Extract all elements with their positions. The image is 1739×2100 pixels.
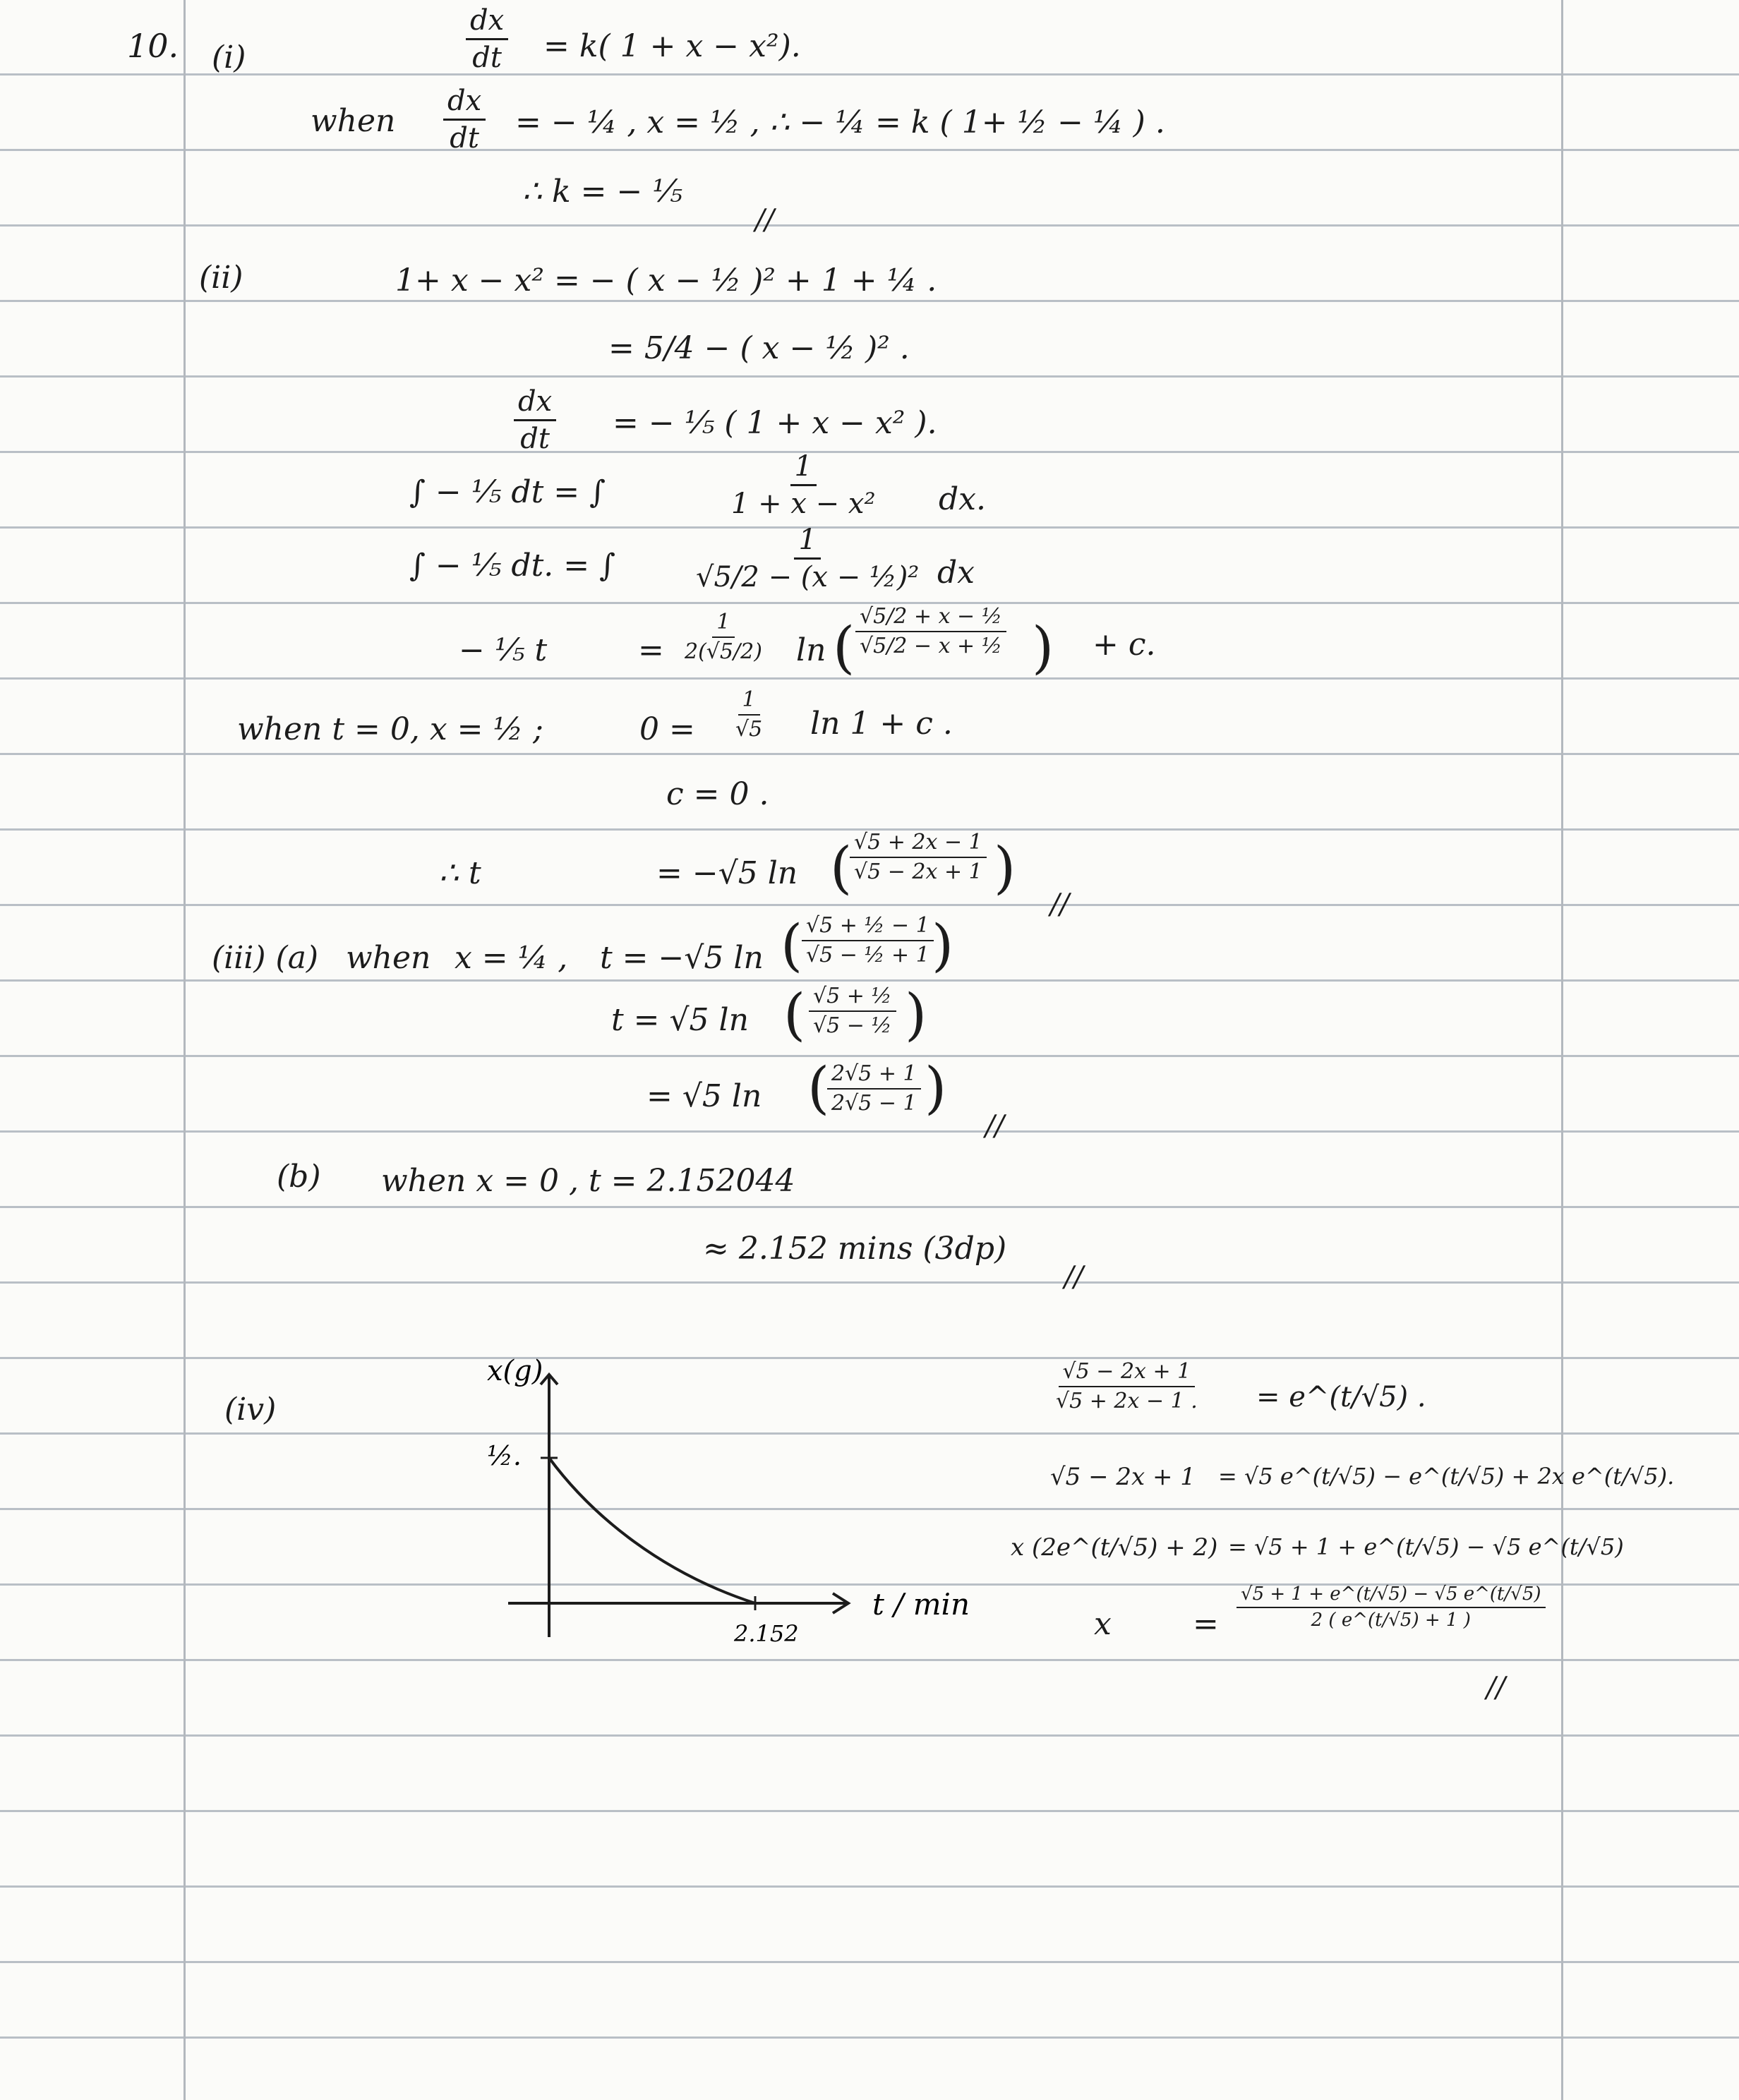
left-margin-line bbox=[183, 0, 186, 2100]
part-ii-dx: dx. bbox=[939, 481, 986, 517]
part-iv-rearranged-ratio bbox=[1052, 1360, 1202, 1412]
close-paren: ) bbox=[905, 982, 927, 1047]
part-iii-condition: x = ¼ , bbox=[455, 940, 568, 976]
fraction-numerator: dx bbox=[514, 387, 556, 421]
fraction-numerator: 1 bbox=[712, 611, 734, 638]
open-paren: ( bbox=[781, 912, 803, 978]
fraction-denominator: dt bbox=[450, 122, 479, 155]
fraction-numerator: 1 bbox=[738, 689, 760, 716]
fraction-denominator: √5/2 − x + ½ bbox=[860, 633, 1002, 658]
fraction-denominator: 2 ( e^(t/√5) + 1 ) bbox=[1311, 1610, 1471, 1631]
part-i-condition-derivative bbox=[443, 86, 486, 153]
part-ii-separated-lhs: ∫ − ⅕ dt = ∫ bbox=[409, 474, 606, 510]
close-paren: ) bbox=[994, 835, 1016, 900]
part-ii-substitution-rhs: ln 1 + c . bbox=[810, 706, 953, 742]
part-iii-a-line3-lhs: = √5 ln bbox=[646, 1078, 762, 1114]
part-ii-rewritten-integrand bbox=[692, 525, 923, 592]
x-tick-label: 2.152 bbox=[734, 1620, 799, 1647]
open-paren: ( bbox=[833, 615, 855, 680]
part-ii-integrand bbox=[727, 452, 880, 519]
fraction-denominator: dt bbox=[520, 423, 550, 455]
fraction-numerator: dx bbox=[466, 6, 508, 40]
open-paren: ( bbox=[830, 835, 853, 900]
decay-curve bbox=[549, 1458, 755, 1603]
part-ii-substitution-fraction bbox=[731, 689, 766, 740]
part-iv-line3-rhs: = √5 + 1 + e^(t/√5) − √5 e^(t/√5) bbox=[1228, 1533, 1624, 1560]
answer-mark: // bbox=[985, 1110, 1004, 1142]
part-iii-a-line1-lhs: t = −√5 ln bbox=[600, 940, 764, 976]
fraction-numerator: √5 + 1 + e^(t/√5) − √5 e^(t/√5) bbox=[1236, 1585, 1546, 1608]
part-ii-initial-condition: when t = 0, x = ½ ; bbox=[237, 711, 543, 747]
part-ii-label: (ii) bbox=[199, 260, 243, 296]
fraction-denominator: √5 − 2x + 1 bbox=[854, 859, 982, 884]
close-paren: ) bbox=[925, 1055, 947, 1121]
part-iii-when: when bbox=[346, 940, 431, 976]
part-ii-rewritten-lhs: ∫ − ⅕ dt. = ∫ bbox=[409, 548, 615, 584]
part-i-label: (i) bbox=[212, 40, 246, 76]
part-iii-a-line1-argument bbox=[802, 915, 934, 966]
part-iv-line4-equals: = bbox=[1193, 1606, 1219, 1642]
part-iii-b-label: (b) bbox=[277, 1159, 321, 1195]
part-ii-log-argument bbox=[855, 605, 1006, 657]
part-iii-b-line: when x = 0 , t = 2.152044 bbox=[381, 1163, 795, 1199]
y-axis-label: x(g) bbox=[487, 1355, 543, 1387]
part-iii-b-approximation: ≈ 2.152 mins (3dp) bbox=[703, 1231, 1007, 1267]
fraction-denominator: √5 − ½ + 1 bbox=[806, 942, 929, 967]
question-number: 10. bbox=[127, 27, 179, 65]
part-ii-final-lhs: ∴ t bbox=[439, 855, 481, 891]
fraction-denominator: 2(√5/2) bbox=[685, 639, 762, 664]
part-iv-label: (iv) bbox=[224, 1392, 277, 1428]
part-i-derivative bbox=[466, 6, 508, 73]
answer-mark: // bbox=[1486, 1672, 1505, 1704]
part-iii-a-line3-argument bbox=[827, 1063, 921, 1114]
part-ii-completing-square: 1+ x − x² = − ( x − ½ )² + 1 + ¼ . bbox=[395, 262, 937, 298]
fraction-denominator: 2√5 − 1 bbox=[831, 1090, 917, 1116]
part-ii-ln: ln bbox=[796, 632, 826, 668]
part-ii-derivative bbox=[514, 387, 556, 454]
fraction-denominator: √5 − ½ bbox=[813, 1013, 892, 1038]
answer-mark: // bbox=[755, 204, 774, 236]
fraction-numerator: 1 bbox=[794, 525, 820, 560]
open-paren: ( bbox=[807, 1055, 830, 1121]
part-ii-constant-value: c = 0 . bbox=[666, 776, 769, 812]
part-iv-line4-lhs: x bbox=[1094, 1606, 1112, 1642]
fraction-denominator: √5 + 2x − 1 . bbox=[1056, 1388, 1198, 1413]
fraction-numerator: √5 − 2x + 1 bbox=[1059, 1360, 1196, 1387]
part-ii-de-rhs: = − ⅕ ( 1 + x − x² ). bbox=[613, 405, 937, 441]
part-ii-integrated-lhs: − ⅕ t bbox=[459, 632, 548, 668]
fraction-denominator: 1 + x − x² bbox=[731, 488, 876, 520]
part-ii-equals: = bbox=[638, 632, 664, 668]
part-ii-final-argument bbox=[850, 831, 987, 883]
part-iv-line2-lhs: √5 − 2x + 1 bbox=[1050, 1463, 1196, 1491]
fraction-numerator: dx bbox=[443, 86, 486, 121]
fraction-numerator: √5 + 2x − 1 bbox=[850, 831, 987, 858]
part-iv-line2-rhs: = √5 e^(t/√5) − e^(t/√5) + 2x e^(t/√5). bbox=[1218, 1463, 1675, 1490]
x-axis-label: t / min bbox=[872, 1587, 970, 1622]
part-ii-dx-2: dx bbox=[937, 555, 975, 591]
fraction-denominator: √5/2 − (x − ½)² bbox=[696, 561, 920, 593]
part-ii-constant: + c. bbox=[1093, 627, 1156, 663]
part-ii-simplified: = 5/4 − ( x − ½ )² . bbox=[608, 330, 910, 366]
part-ii-coefficient bbox=[680, 611, 766, 663]
part-iv-final-solution bbox=[1236, 1585, 1546, 1631]
part-i-equation-rhs: = k( 1 + x − x²). bbox=[543, 28, 801, 64]
right-margin-line bbox=[1561, 0, 1563, 2100]
part-i-condition: = − ¼ , x = ½ , ∴ − ¼ = k ( 1+ ½ − ¼ ) . bbox=[515, 104, 1165, 140]
part-iv-line3-lhs: x (2e^(t/√5) + 2) bbox=[1011, 1533, 1218, 1562]
close-paren: ) bbox=[1032, 615, 1054, 680]
fraction-numerator: √5 + ½ − 1 bbox=[802, 915, 934, 941]
close-paren: ) bbox=[932, 912, 954, 978]
part-i-result: ∴ k = − ⅕ bbox=[522, 174, 682, 210]
fraction-numerator: 1 bbox=[790, 452, 817, 486]
open-paren: ( bbox=[783, 982, 806, 1047]
fraction-numerator: √5/2 + x − ½ bbox=[855, 605, 1006, 632]
part-ii-substitution-lhs: 0 = bbox=[639, 711, 695, 747]
decay-sketch-graph bbox=[452, 1355, 1002, 1651]
answer-mark: // bbox=[1050, 888, 1069, 921]
fraction-denominator: √5 bbox=[735, 716, 763, 742]
part-ii-final-coefficient: = −√5 ln bbox=[656, 855, 798, 891]
fraction-denominator: dt bbox=[472, 42, 502, 74]
fraction-numerator: 2√5 + 1 bbox=[827, 1063, 921, 1090]
part-iii-label: (iii) (a) bbox=[212, 940, 319, 976]
part-i-when: when bbox=[311, 103, 396, 139]
part-iii-a-line2-lhs: t = √5 ln bbox=[611, 1002, 749, 1038]
y-tick-label: ½. bbox=[487, 1440, 522, 1471]
part-iv-ratio-rhs: = e^(t/√5) . bbox=[1256, 1381, 1426, 1413]
answer-mark: // bbox=[1064, 1261, 1083, 1293]
part-iii-a-line2-argument bbox=[809, 985, 896, 1037]
fraction-numerator: √5 + ½ bbox=[809, 985, 896, 1012]
